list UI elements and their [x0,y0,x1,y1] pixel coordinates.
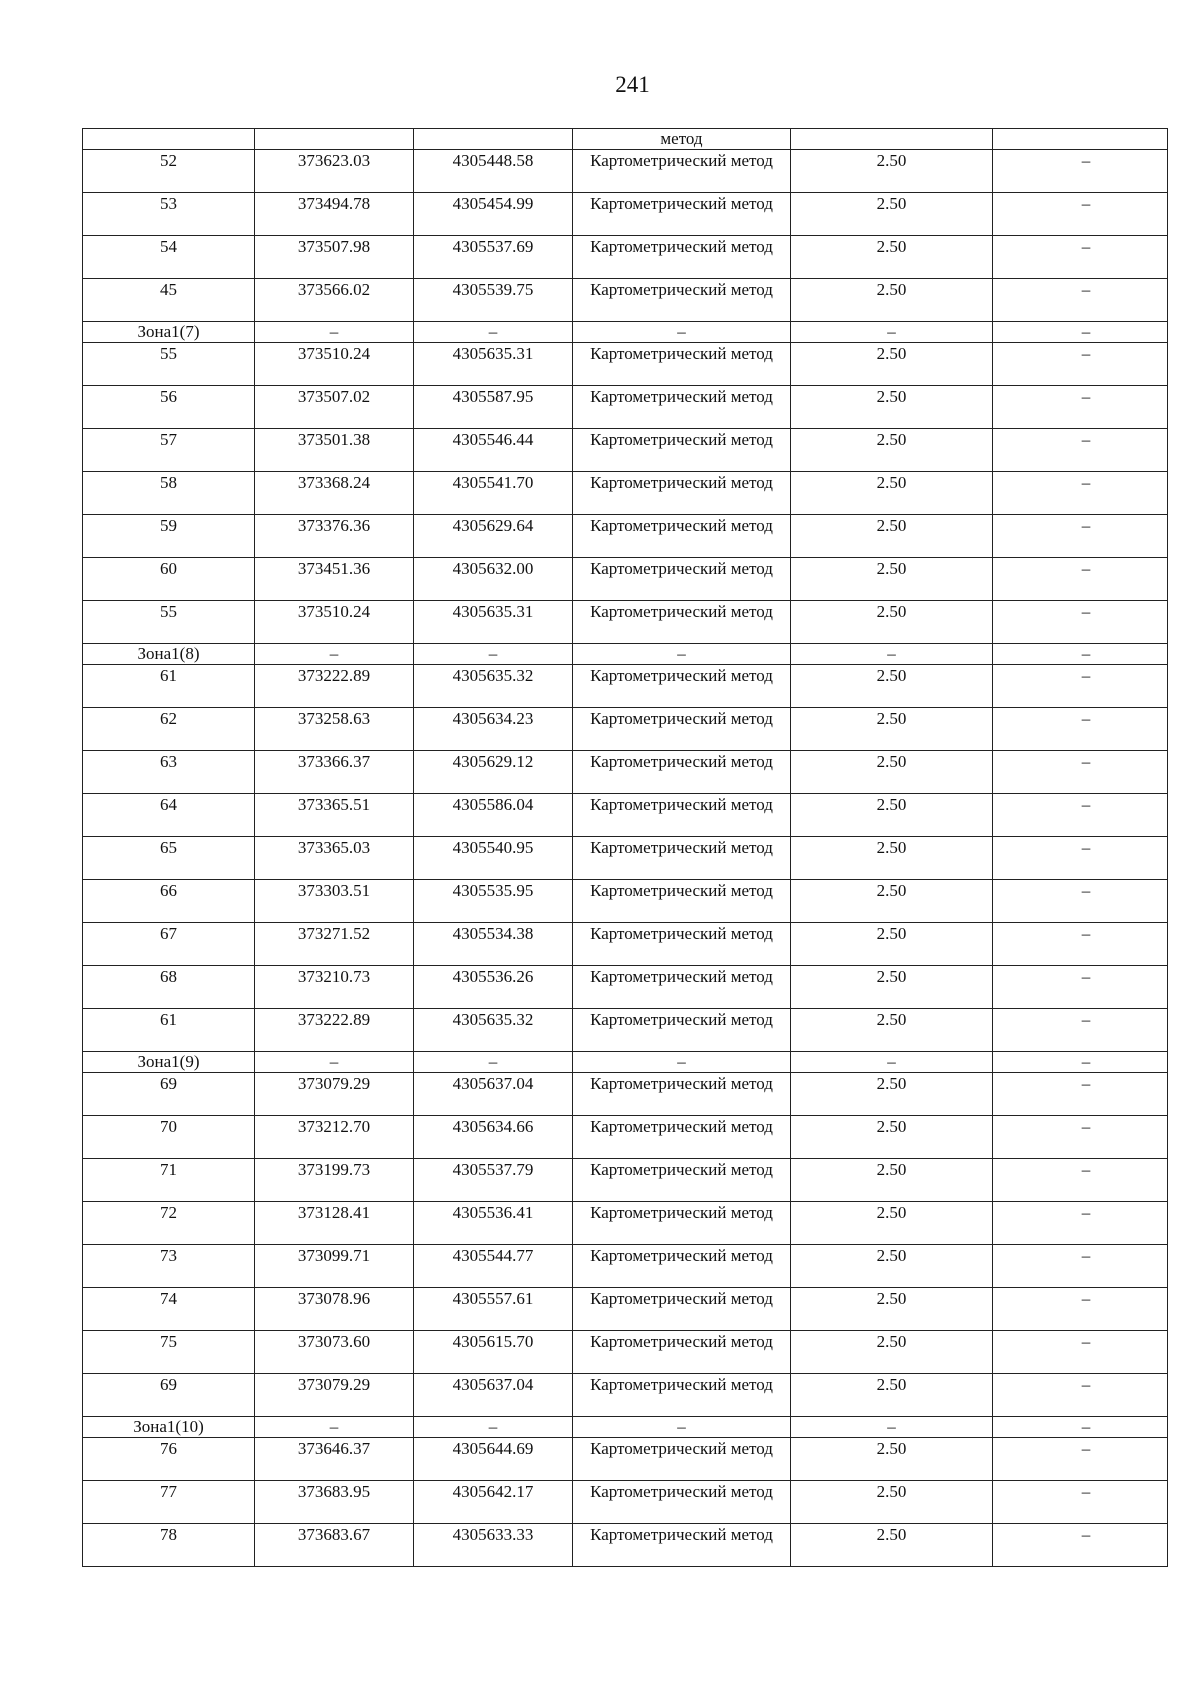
point-number-cell: 60 [83,558,255,601]
y-coordinate-cell: 4305635.31 [414,343,573,386]
dash-cell: – [255,644,414,665]
page-number: 241 [615,72,650,97]
method-cell: Картометрический метод [573,1159,791,1202]
dash-cell: – [993,1052,1168,1073]
point-number-cell: 67 [83,923,255,966]
note-cell: – [993,193,1168,236]
y-coordinate-cell: 4305634.23 [414,708,573,751]
method-cell: Картометрический метод [573,880,791,923]
method-cell: Картометрический метод [573,386,791,429]
zone-row [83,322,1168,343]
y-coordinate-cell: 4305615.70 [414,1331,573,1374]
accuracy-cell: 2.50 [791,601,993,644]
x-coordinate-cell: 373494.78 [255,193,414,236]
table-row [83,1245,1168,1288]
continuation-row [83,129,1168,150]
table-row [83,1374,1168,1417]
accuracy-cell: 2.50 [791,429,993,472]
note-cell: – [993,1073,1168,1116]
accuracy-cell: 2.50 [791,923,993,966]
y-coordinate-cell: 4305629.64 [414,515,573,558]
accuracy-cell: 2.50 [791,386,993,429]
dash-cell: – [993,322,1168,343]
point-number-cell: 69 [83,1073,255,1116]
y-coordinate-cell: 4305544.77 [414,1245,573,1288]
method-cell: Картометрический метод [573,1288,791,1331]
table-row [83,1288,1168,1331]
note-cell: – [993,1202,1168,1245]
method-cell: Картометрический метод [573,279,791,322]
zone-row [83,644,1168,665]
accuracy-cell: 2.50 [791,708,993,751]
point-number-cell: 71 [83,1159,255,1202]
dash-cell: – [414,1417,573,1438]
dash-cell: – [573,1417,791,1438]
method-cell: Картометрический метод [573,1524,791,1567]
accuracy-cell: 2.50 [791,515,993,558]
method-cell: Картометрический метод [573,1202,791,1245]
dash-cell: – [414,322,573,343]
table-row [83,1481,1168,1524]
note-cell: – [993,794,1168,837]
accuracy-cell: 2.50 [791,1009,993,1052]
point-number-cell: 55 [83,343,255,386]
x-coordinate-cell: 373073.60 [255,1331,414,1374]
x-coordinate-cell: 373222.89 [255,665,414,708]
coordinates-table [82,128,1168,1567]
accuracy-cell: 2.50 [791,1331,993,1374]
point-number-cell: 63 [83,751,255,794]
note-cell: – [993,386,1168,429]
dash-cell: – [573,322,791,343]
x-coordinate-cell: 373271.52 [255,923,414,966]
continuation-cell [83,129,255,150]
y-coordinate-cell: 4305541.70 [414,472,573,515]
accuracy-cell: 2.50 [791,1481,993,1524]
x-coordinate-cell: 373510.24 [255,343,414,386]
note-cell: – [993,880,1168,923]
continuation-cell [993,129,1168,150]
x-coordinate-cell: 373212.70 [255,1116,414,1159]
y-coordinate-cell: 4305534.38 [414,923,573,966]
dash-cell: – [573,1052,791,1073]
table-row [83,1524,1168,1567]
zone-row [83,1417,1168,1438]
note-cell: – [993,1524,1168,1567]
note-cell: – [993,1374,1168,1417]
note-cell: – [993,279,1168,322]
zone-label-cell: Зона1(8) [83,644,255,665]
x-coordinate-cell: 373507.02 [255,386,414,429]
table-row [83,751,1168,794]
table-row [83,515,1168,558]
x-coordinate-cell: 373507.98 [255,236,414,279]
y-coordinate-cell: 4305637.04 [414,1374,573,1417]
point-number-cell: 65 [83,837,255,880]
point-number-cell: 56 [83,386,255,429]
note-cell: – [993,343,1168,386]
table-row [83,1116,1168,1159]
method-cell: Картометрический метод [573,1481,791,1524]
method-cell: Картометрический метод [573,837,791,880]
accuracy-cell: 2.50 [791,236,993,279]
zone-row [83,1052,1168,1073]
accuracy-cell: 2.50 [791,1374,993,1417]
point-number-cell: 73 [83,1245,255,1288]
accuracy-cell: 2.50 [791,1524,993,1567]
method-cell: Картометрический метод [573,708,791,751]
y-coordinate-cell: 4305448.58 [414,150,573,193]
point-number-cell: 53 [83,193,255,236]
y-coordinate-cell: 4305539.75 [414,279,573,322]
x-coordinate-cell: 373510.24 [255,601,414,644]
y-coordinate-cell: 4305635.31 [414,601,573,644]
dash-cell: – [791,1052,993,1073]
x-coordinate-cell: 373366.37 [255,751,414,794]
zone-label-cell: Зона1(10) [83,1417,255,1438]
dash-cell: – [791,644,993,665]
dash-cell: – [573,644,791,665]
method-cell: Картометрический метод [573,429,791,472]
point-number-cell: 54 [83,236,255,279]
x-coordinate-cell: 373566.02 [255,279,414,322]
accuracy-cell: 2.50 [791,1245,993,1288]
method-cell: Картометрический метод [573,923,791,966]
y-coordinate-cell: 4305632.00 [414,558,573,601]
x-coordinate-cell: 373365.51 [255,794,414,837]
x-coordinate-cell: 373303.51 [255,880,414,923]
table-row [83,1159,1168,1202]
point-number-cell: 70 [83,1116,255,1159]
note-cell: – [993,515,1168,558]
y-coordinate-cell: 4305637.04 [414,1073,573,1116]
point-number-cell: 78 [83,1524,255,1567]
y-coordinate-cell: 4305642.17 [414,1481,573,1524]
note-cell: – [993,1288,1168,1331]
note-cell: – [993,472,1168,515]
point-number-cell: 61 [83,665,255,708]
method-cell: Картометрический метод [573,1245,791,1288]
accuracy-cell: 2.50 [791,343,993,386]
zone-label-cell: Зона1(9) [83,1052,255,1073]
table-row [83,236,1168,279]
x-coordinate-cell: 373683.67 [255,1524,414,1567]
method-cell: Картометрический метод [573,1116,791,1159]
point-number-cell: 55 [83,601,255,644]
y-coordinate-cell: 4305629.12 [414,751,573,794]
dash-cell: – [791,322,993,343]
point-number-cell: 58 [83,472,255,515]
note-cell: – [993,1159,1168,1202]
table-row [83,193,1168,236]
table-row [83,708,1168,751]
dash-cell: – [255,1417,414,1438]
accuracy-cell: 2.50 [791,279,993,322]
accuracy-cell: 2.50 [791,665,993,708]
note-cell: – [993,1331,1168,1374]
note-cell: – [993,1245,1168,1288]
table-row [83,429,1168,472]
method-cell: Картометрический метод [573,1374,791,1417]
table-row [83,880,1168,923]
note-cell: – [993,751,1168,794]
x-coordinate-cell: 373128.41 [255,1202,414,1245]
x-coordinate-cell: 373079.29 [255,1073,414,1116]
method-cell: Картометрический метод [573,472,791,515]
note-cell: – [993,966,1168,1009]
table-row [83,794,1168,837]
point-number-cell: 77 [83,1481,255,1524]
table-row [83,1202,1168,1245]
accuracy-cell: 2.50 [791,794,993,837]
x-coordinate-cell: 373258.63 [255,708,414,751]
x-coordinate-cell: 373368.24 [255,472,414,515]
accuracy-cell: 2.50 [791,837,993,880]
accuracy-cell: 2.50 [791,1159,993,1202]
dash-cell: – [414,644,573,665]
method-cell: Картометрический метод [573,150,791,193]
point-number-cell: 75 [83,1331,255,1374]
continuation-cell [414,129,573,150]
continuation-method-cell: метод [573,129,791,150]
point-number-cell: 64 [83,794,255,837]
note-cell: – [993,1116,1168,1159]
note-cell: – [993,601,1168,644]
x-coordinate-cell: 373078.96 [255,1288,414,1331]
y-coordinate-cell: 4305557.61 [414,1288,573,1331]
note-cell: – [993,665,1168,708]
point-number-cell: 45 [83,279,255,322]
y-coordinate-cell: 4305535.95 [414,880,573,923]
accuracy-cell: 2.50 [791,472,993,515]
note-cell: – [993,1009,1168,1052]
method-cell: Картометрический метод [573,601,791,644]
accuracy-cell: 2.50 [791,751,993,794]
accuracy-cell: 2.50 [791,558,993,601]
x-coordinate-cell: 373451.36 [255,558,414,601]
note-cell: – [993,150,1168,193]
accuracy-cell: 2.50 [791,966,993,1009]
accuracy-cell: 2.50 [791,1202,993,1245]
point-number-cell: 72 [83,1202,255,1245]
point-number-cell: 68 [83,966,255,1009]
table-row [83,558,1168,601]
table-row [83,386,1168,429]
method-cell: Картометрический метод [573,751,791,794]
continuation-cell [791,129,993,150]
note-cell: – [993,558,1168,601]
table-row [83,1438,1168,1481]
method-cell: Картометрический метод [573,665,791,708]
table-row [83,966,1168,1009]
accuracy-cell: 2.50 [791,1288,993,1331]
table-row [83,279,1168,322]
y-coordinate-cell: 4305635.32 [414,665,573,708]
point-number-cell: 74 [83,1288,255,1331]
table-row [83,150,1168,193]
y-coordinate-cell: 4305586.04 [414,794,573,837]
table-row [83,1009,1168,1052]
note-cell: – [993,923,1168,966]
x-coordinate-cell: 373646.37 [255,1438,414,1481]
method-cell: Картометрический метод [573,1438,791,1481]
method-cell: Картометрический метод [573,1331,791,1374]
accuracy-cell: 2.50 [791,150,993,193]
point-number-cell: 62 [83,708,255,751]
table-row [83,1073,1168,1116]
accuracy-cell: 2.50 [791,1438,993,1481]
y-coordinate-cell: 4305634.66 [414,1116,573,1159]
table-row [83,601,1168,644]
y-coordinate-cell: 4305633.33 [414,1524,573,1567]
y-coordinate-cell: 4305536.41 [414,1202,573,1245]
y-coordinate-cell: 4305537.79 [414,1159,573,1202]
table-row [83,837,1168,880]
point-number-cell: 52 [83,150,255,193]
method-cell: Картометрический метод [573,193,791,236]
continuation-cell [255,129,414,150]
point-number-cell: 69 [83,1374,255,1417]
dash-cell: – [414,1052,573,1073]
dash-cell: – [255,322,414,343]
x-coordinate-cell: 373079.29 [255,1374,414,1417]
zone-label-cell: Зона1(7) [83,322,255,343]
x-coordinate-cell: 373501.38 [255,429,414,472]
note-cell: – [993,429,1168,472]
accuracy-cell: 2.50 [791,193,993,236]
note-cell: – [993,708,1168,751]
note-cell: – [993,236,1168,279]
dash-cell: – [791,1417,993,1438]
y-coordinate-cell: 4305537.69 [414,236,573,279]
accuracy-cell: 2.50 [791,1116,993,1159]
y-coordinate-cell: 4305587.95 [414,386,573,429]
point-number-cell: 66 [83,880,255,923]
y-coordinate-cell: 4305454.99 [414,193,573,236]
x-coordinate-cell: 373222.89 [255,1009,414,1052]
y-coordinate-cell: 4305546.44 [414,429,573,472]
table-row [83,665,1168,708]
method-cell: Картометрический метод [573,515,791,558]
note-cell: – [993,1481,1168,1524]
point-number-cell: 61 [83,1009,255,1052]
table-row [83,923,1168,966]
method-cell: Картометрический метод [573,236,791,279]
accuracy-cell: 2.50 [791,1073,993,1116]
table-row [83,1331,1168,1374]
x-coordinate-cell: 373365.03 [255,837,414,880]
accuracy-cell: 2.50 [791,880,993,923]
x-coordinate-cell: 373376.36 [255,515,414,558]
y-coordinate-cell: 4305536.26 [414,966,573,1009]
dash-cell: – [255,1052,414,1073]
method-cell: Картометрический метод [573,966,791,1009]
dash-cell: – [993,644,1168,665]
method-cell: Картометрический метод [573,558,791,601]
point-number-cell: 59 [83,515,255,558]
method-cell: Картометрический метод [573,1073,791,1116]
method-cell: Картометрический метод [573,794,791,837]
method-cell: Картометрический метод [573,1009,791,1052]
y-coordinate-cell: 4305635.32 [414,1009,573,1052]
note-cell: – [993,1438,1168,1481]
note-cell: – [993,837,1168,880]
x-coordinate-cell: 373199.73 [255,1159,414,1202]
table-row [83,343,1168,386]
x-coordinate-cell: 373623.03 [255,150,414,193]
table-row [83,472,1168,515]
point-number-cell: 76 [83,1438,255,1481]
y-coordinate-cell: 4305540.95 [414,837,573,880]
method-cell: Картометрический метод [573,343,791,386]
x-coordinate-cell: 373683.95 [255,1481,414,1524]
coordinates-table-body [83,129,1168,1567]
x-coordinate-cell: 373210.73 [255,966,414,1009]
x-coordinate-cell: 373099.71 [255,1245,414,1288]
dash-cell: – [993,1417,1168,1438]
y-coordinate-cell: 4305644.69 [414,1438,573,1481]
point-number-cell: 57 [83,429,255,472]
